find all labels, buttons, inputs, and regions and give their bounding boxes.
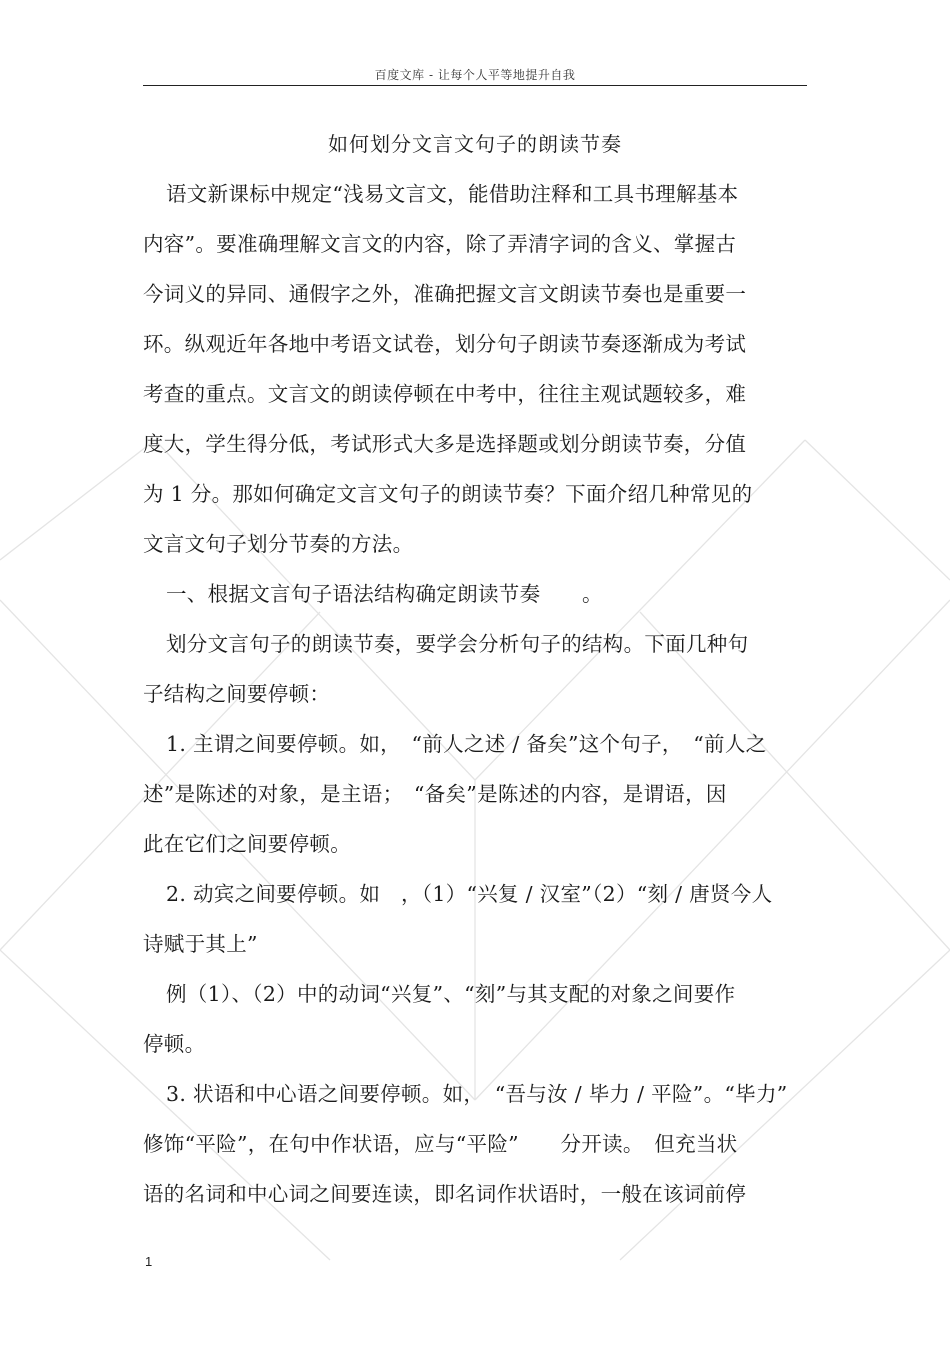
paragraph-line: 今词义的异同、通假字之外，准确把握文言文朗读节奏也是重要一 bbox=[143, 282, 747, 306]
paragraph-line: 诗赋于其上” bbox=[143, 932, 258, 956]
paragraph-line: 子结构之间要停顿： bbox=[143, 682, 331, 706]
paragraph-line: 述”是陈述的对象，是主语； “备矣”是陈述的内容，是谓语，因 bbox=[143, 782, 727, 806]
paragraph-line: 内容”。要准确理解文言文的内容，除了弄清字词的含义、掌握古 bbox=[143, 232, 737, 256]
paragraph-line: 划分文言句子的朗读节奏，要学会分析句子的结构。下面几种句 bbox=[166, 632, 749, 656]
paragraph-line: 为 1 分。那如何确定文言文句子的朗读节奏？下面介绍几种常见的 bbox=[143, 482, 753, 506]
list-item-line: 2. 动宾之间要停顿。如 ，（1）“兴复 / 汉室”（2）“刻 / 唐贤今人 bbox=[166, 882, 773, 906]
list-item-line: 3. 状语和中心语之间要停顿。如， “吾与汝 / 毕力 / 平险”。“毕力” bbox=[166, 1082, 788, 1106]
section-heading: 一、根据文言句子语法结构确定朗读节奏 。 bbox=[166, 582, 603, 606]
document-title: 如何划分文言文句子的朗读节奏 bbox=[328, 132, 622, 156]
paragraph-line: 文言文句子划分节奏的方法。 bbox=[143, 532, 414, 556]
list-item-line: 1. 主谓之间要停顿。如， “前人之述 / 备矣”这个句子， “前人之 bbox=[166, 732, 767, 756]
header-text: 百度文库 - 让每个人平等地提升自我 bbox=[374, 68, 576, 82]
page-number: 1 bbox=[145, 1254, 153, 1269]
paragraph-line: 语文新课标中规定“浅易文言文，能借助注释和工具书理解基本 bbox=[166, 182, 739, 206]
paragraph-line: 例（1）、（2）中的动词“兴复”、“刻”与其支配的对象之间要作 bbox=[166, 982, 736, 1006]
paragraph-line: 语的名词和中心词之间要连读，即名词作状语时，一般在该词前停 bbox=[143, 1182, 747, 1206]
paragraph-line: 此在它们之间要停顿。 bbox=[143, 832, 351, 856]
paragraph-line: 修饰“平险”，在句中作状语，应与“平险” 分开读。 但充当状 bbox=[143, 1132, 738, 1156]
paragraph-line: 度大，学生得分低，考试形式大多是选择题或划分朗读节奏，分值 bbox=[143, 432, 747, 456]
paragraph-line: 停顿。 bbox=[143, 1032, 206, 1056]
paragraph-line: 考查的重点。文言文的朗读停顿在中考中，往往主观试题较多，难 bbox=[143, 382, 747, 406]
header-divider bbox=[143, 85, 807, 86]
paragraph-line: 环。纵观近年各地中考语文试卷，划分句子朗读节奏逐渐成为考试 bbox=[143, 332, 747, 356]
